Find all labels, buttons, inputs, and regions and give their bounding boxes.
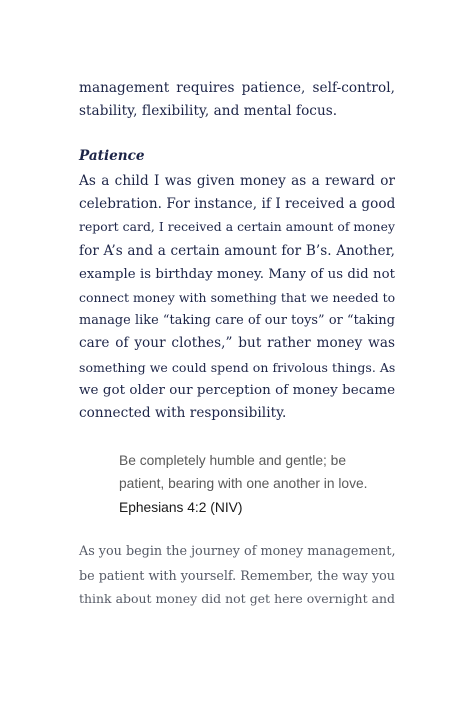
patience-paragraph <box>79 170 395 425</box>
text-line: manage like “taking care of our toys” or “taking <box>79 313 395 329</box>
text-line: care of your clothes,” but rather money was <box>79 335 395 352</box>
closing-paragraph <box>79 540 395 611</box>
intro-paragraph <box>79 77 395 123</box>
scripture-quote <box>119 449 389 519</box>
quote-line: patient, bearing with one another in love. <box>119 476 368 492</box>
text-line: As you begin the journey of money management, <box>79 544 396 559</box>
text-line: be patient with yourself. Remember, the way you <box>79 567 395 583</box>
text-line: management requires patience, self-control, <box>79 80 395 96</box>
text-line: stability, flexibility, and mental focus. <box>79 103 338 120</box>
text-line: celebration. For instance, if I received a good <box>79 196 396 213</box>
text-line: example is birthday money. Many of us did not <box>79 266 395 282</box>
text-line: report card, I received a certain amount of money <box>79 220 395 235</box>
text-line: connect money with something that we needed to <box>79 290 396 306</box>
text-line: As a child I was given money as a reward or <box>79 173 395 189</box>
text-line: think about money did not get here overnight and <box>79 591 395 606</box>
text-line: connected with responsibility. <box>79 405 287 422</box>
text-line: something we could spend on frivolous things. As <box>79 359 396 375</box>
section-heading: Patience <box>79 148 145 164</box>
text-line: for A’s and a certain amount for B’s. Another, <box>79 242 395 259</box>
quote-line: Be completely humble and gentle; be <box>119 453 347 468</box>
quote-reference: Ephesians 4:2 (NIV) <box>119 499 243 515</box>
text-line: we got older our perception of money became <box>79 382 396 398</box>
